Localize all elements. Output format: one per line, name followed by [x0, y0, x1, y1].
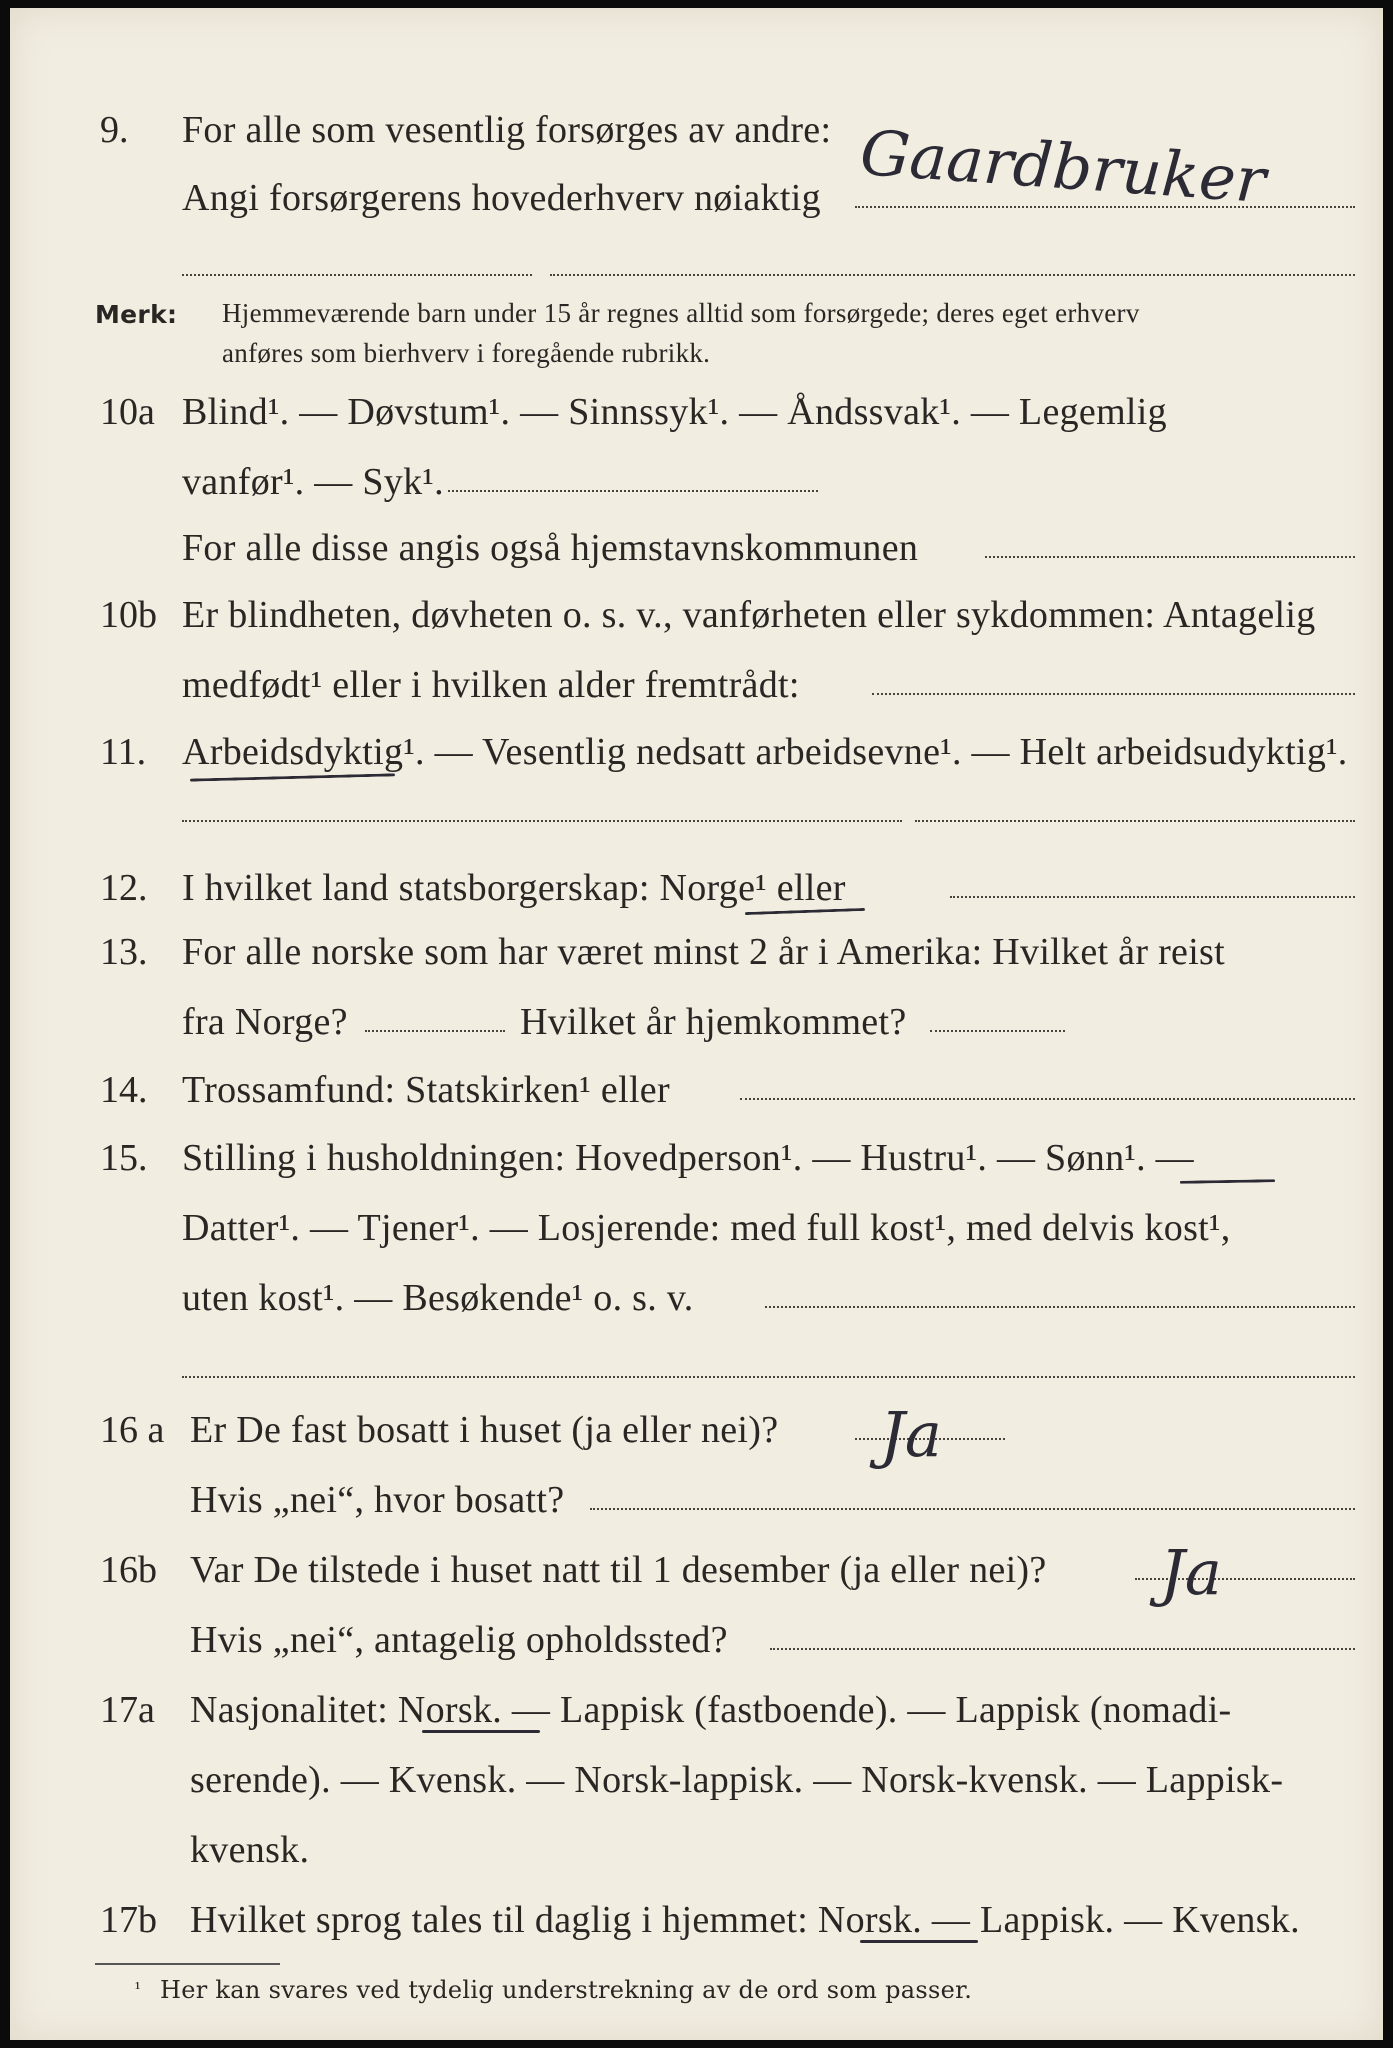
q13-line2b: Hvilket år hjemkommet? [520, 1001, 907, 1043]
q13-year-left-line [365, 1030, 505, 1032]
q11-line1: Arbeidsdyktig¹. — Vesentlig nedsatt arbeidsevne¹. — Helt arbeidsudyktig¹. [182, 731, 1348, 773]
footnote-mark: ¹ [135, 1978, 141, 1998]
q15-number: 15. [100, 1137, 148, 1179]
census-form-page [10, 8, 1383, 2040]
scan-border [0, 0, 1393, 8]
q16a-number: 16 a [100, 1409, 165, 1451]
q10b-line2: medfødt¹ eller i hvilken alder fremtrådt: [182, 664, 800, 706]
q17a-line1: Nasjonalitet: Norsk. — Lappisk (fastboende). — Lappisk (nomadi- [190, 1689, 1232, 1731]
q15-underline-sonn [1180, 1179, 1275, 1184]
q9-line1: For alle som vesentlig forsørges av andre: [182, 109, 832, 151]
q17a-line2: serende). — Kvensk. — Norsk-lappisk. — Norsk-kvensk. — Lappisk- [190, 1759, 1284, 1801]
q11-underline-arbeidsdyktig [190, 773, 395, 781]
q10a-line3: For alle disse angis også hjemstavnskommunen [182, 527, 919, 569]
q16b-number: 16b [100, 1549, 157, 1591]
q14-answer-line [740, 1098, 1355, 1100]
q17a-underline-norsk [422, 1730, 540, 1733]
q10b-answer-line [872, 693, 1355, 695]
q15-line2: Datter¹. — Tjener¹. — Losjerende: med full kost¹, med delvis kost¹, [182, 1207, 1231, 1249]
q16a-handwritten-answer: Ja [880, 1398, 942, 1471]
q16a-line1: Er De fast bosatt i huset (ja eller nei)? [190, 1409, 779, 1451]
q9-extra-line [182, 274, 532, 276]
q10a-line2: vanfør¹. — Syk¹. [182, 461, 444, 503]
q16b-line2: Hvis „nei“, antagelig opholdssted? [190, 1619, 728, 1661]
merk-label: Merk: [95, 300, 178, 329]
q16a-residence-line [590, 1508, 1355, 1510]
footnote-text: Her kan svares ved tydelig understrekning av de ord som passer. [160, 1976, 973, 2004]
q10b-number: 10b [100, 594, 157, 636]
q11-extra-line [182, 820, 902, 822]
q11-number: 11. [100, 731, 147, 773]
q9-extra-line-2 [550, 274, 1355, 276]
q17b-underline-norsk [860, 1940, 978, 1943]
q10b-line1: Er blindheten, døvheten o. s. v., vanførheten eller sykdommen: Antagelig [182, 594, 1316, 636]
q10a-line1: Blind¹. — Døvstum¹. — Sinnssyk¹. — Åndssvak¹. — Legemlig [182, 391, 1167, 433]
q15-answer-line [765, 1306, 1355, 1308]
q13-year-returned-line [930, 1030, 1065, 1032]
q9-handwritten-answer: Gaardbruker [857, 115, 1268, 218]
q16b-handwritten-answer: Ja [1160, 1536, 1222, 1609]
q12-answer-line [950, 896, 1355, 898]
q12-number: 12. [100, 867, 148, 909]
q14-number: 14. [100, 1069, 148, 1111]
q15-line3: uten kost¹. — Besøkende¹ o. s. v. [182, 1277, 694, 1319]
q17a-line3: kvensk. [190, 1829, 310, 1871]
q16b-stay-line [770, 1648, 1355, 1650]
q13-number: 13. [100, 931, 148, 973]
q11-extra-line-2 [915, 820, 1355, 822]
q17b-number: 17b [100, 1899, 157, 1941]
q10a-answer-line [448, 490, 818, 492]
q13-line1: For alle norske som har været minst 2 år i Amerika: Hvilket år reist [182, 931, 1226, 973]
footnote-rule [95, 1963, 280, 1965]
q12-line1: I hvilket land statsborgerskap: Norge¹ eller [182, 867, 846, 909]
q14-line1: Trossamfund: Statskirken¹ eller [182, 1069, 670, 1111]
q16a-line2: Hvis „nei“, hvor bosatt? [190, 1479, 565, 1521]
q15-line1: Stilling i husholdningen: Hovedperson¹. — Hustru¹. — Sønn¹. — [182, 1137, 1194, 1179]
q15-extra-line [182, 1376, 1355, 1378]
q16b-line1: Var De tilstede i huset natt til 1 desember (ja eller nei)? [190, 1549, 1047, 1591]
merk-line1: Hjemmeværende barn under 15 år regnes alltid som forsørgede; deres eget erhverv [222, 298, 1140, 328]
q9-answer-line [855, 206, 1355, 208]
q9-line2: Angi forsørgerens hovederhverv nøiaktig [182, 177, 821, 219]
q10a-home-line [985, 556, 1355, 558]
merk-line2: anføres som bierhverv i foregående rubrikk. [222, 338, 711, 368]
q10a-number: 10a [100, 391, 155, 433]
q9-number: 9. [100, 109, 129, 151]
q13-line2a: fra Norge? [182, 1001, 348, 1043]
q17a-number: 17a [100, 1689, 155, 1731]
q17b-line1: Hvilket sprog tales til daglig i hjemmet: Norsk. — Lappisk. — Kvensk. [190, 1899, 1300, 1941]
